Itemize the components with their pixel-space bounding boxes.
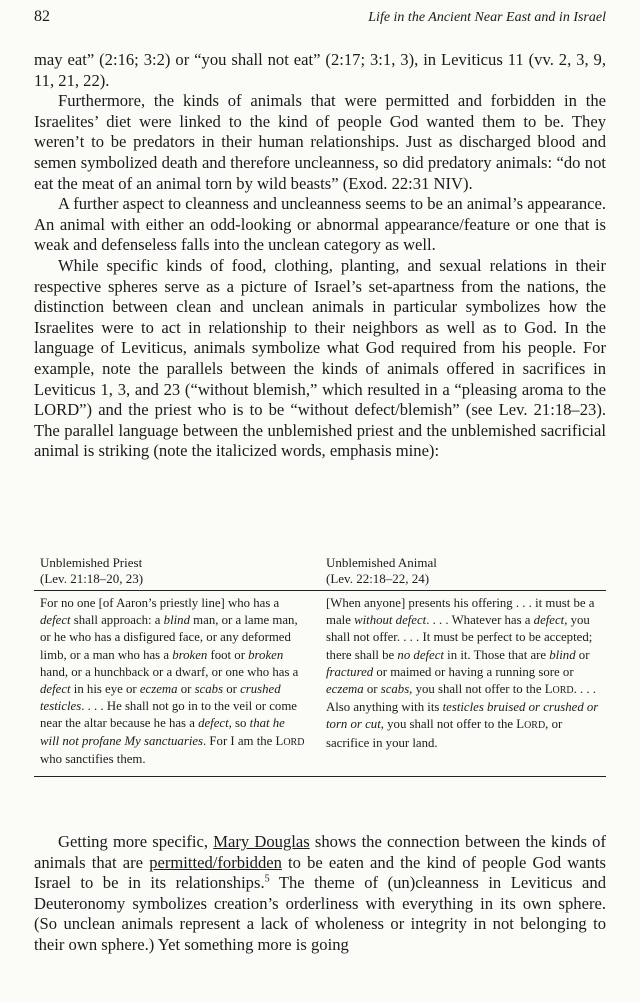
table-bottom-rule <box>34 776 606 777</box>
quote-segment: no defect <box>397 647 444 662</box>
author-name: Mary Douglas <box>213 832 310 851</box>
quote-segment: foot or <box>207 647 249 662</box>
priest-quote <box>40 595 306 768</box>
quote-segment: defect <box>40 682 71 697</box>
quote-segment: without defect <box>354 613 427 628</box>
running-head <box>34 8 606 26</box>
quote-segment: hand, or a hunchback or a dwarf, or one who has a <box>40 664 299 679</box>
quote-segment: or <box>575 647 590 662</box>
quote-segment: that he will not profane My sanctuaries <box>40 716 285 748</box>
paragraph-appearance: A further aspect to cleanness and uncleanness seems to be an animal’s appearance. An animal with either an odd-looking or abnormal appearance/feature or one that is weak and defenseless falls into the unclean category as well. <box>34 194 606 255</box>
quote-segment: , you shall not offer. . . . It must be perfect to be accepted; there shall be <box>326 613 593 662</box>
priest-heading: Unblemished Priest <box>40 555 143 570</box>
priest-reference: (Lev. 21:18–20, 23) <box>40 571 144 586</box>
quote-segment: shall approach: a <box>70 613 164 628</box>
quote-segment: For no one [of Aaron’s priestly line] who has a <box>40 596 280 610</box>
quote-segment: in his eye or <box>70 682 140 697</box>
quote-segment: . . . . He shall not go in to the veil or come near the altar because he has a <box>40 699 297 731</box>
animal-reference: (Lev. 22:18–22, 24) <box>326 571 430 586</box>
quote-segment: , you shall not offer to the L <box>409 682 553 697</box>
quote-segment: defect <box>40 613 71 628</box>
paragraph-predators: Furthermore, the kinds of animals that were permitted and forbidden in the Israelites’ diet were linked to the kind of people God wanted them to be. They weren’t to be predators in their human relationships. Just as discharged blood and semen symbolized death and therefore uncleanness, so did predatory animals: “do not eat the meat of an animal torn by wild beasts” (Exod. 22:31 NIV). <box>34 91 606 193</box>
animal-quote <box>326 595 604 752</box>
quote-segment: defect <box>533 613 565 628</box>
paragraph-mary-douglas <box>34 832 606 956</box>
priest-column-header <box>34 555 320 587</box>
quote-segment: blind <box>549 647 576 662</box>
closing-text <box>34 832 606 956</box>
animal-column-text <box>320 595 606 768</box>
quote-segment: broken <box>248 647 284 662</box>
quote-segment: , or sacrifice in your land. <box>326 717 563 750</box>
body-text <box>34 50 606 462</box>
quote-segment: or maimed or having a running sore or <box>373 664 574 679</box>
quote-segment: . . . . Whatever has a <box>426 613 534 628</box>
page-number: 82 <box>34 8 50 25</box>
paragraph-symbolism: While specific kinds of food, clothing, planting, and sexual relations in their respective spheres serve as a picture of Israel’s set-apartness from the nations, the distinction between clean and unclean animals in particular symbolizes how the Israelites were to act in relationship to their neighbors as well as to God. In the language of Leviticus, animals symbolize what God required from his people. For example, note the parallels between the kinds of animals offered in sacrifices in Leviticus 1, 3, and 23 (“without blemish,” which resulted in a “pleasing aroma to the LORD”) and the priest who is to be “without defect/blemish” (see Lev. 21:18–23). The parallel language between the unblemished priest and the unblemished sacrificial animal is striking (note the italicized words, emphasis mine): <box>34 255 606 461</box>
quote-segment: or <box>177 682 195 697</box>
animal-column-header <box>320 555 606 587</box>
quote-segment: , you shall not offer to the L <box>380 717 525 732</box>
closing-text-part: Getting more specific, <box>58 832 214 851</box>
quote-segment: crushed testicles <box>40 682 281 714</box>
quote-segment: ORD <box>524 720 546 732</box>
table-header-row <box>34 555 606 591</box>
quote-segment: man, or a lame man, or he who has a disfigured face, or any deformed limb, or a man who has a <box>40 613 298 662</box>
quote-segment: scabs <box>380 682 410 697</box>
closing-text-part: The theme of (un)cleanness in Leviticus and Deuteronomy symbolizes creation’s orderliness with everything in its own sphere. (So unclean animals represent a lack of wholeness or integrity in not belonging to their own sphere.) Yet something more is going <box>34 873 606 954</box>
quote-segment: eczema <box>139 682 178 697</box>
quote-segment: testicles bruised or crushed or torn or cut <box>326 700 599 732</box>
footnote-marker[interactable]: 5 <box>264 873 270 885</box>
running-title: Life in the Ancient Near East and in Israel <box>368 10 606 25</box>
quote-segment: in it. Those that are <box>443 647 550 662</box>
table-body-row <box>34 591 606 768</box>
closing-text-part: to be eaten and the kind of people God wants Israel to be in its relationships. <box>34 852 606 893</box>
quote-segment: [When anyone] presents his offering . . . it must be a male <box>326 596 595 628</box>
quote-segment: . . . . Also anything with its <box>326 682 596 715</box>
quote-segment: ORD <box>283 736 305 748</box>
quote-segment: , so <box>228 716 250 731</box>
animal-heading: Unblemished Animal <box>326 555 437 570</box>
quote-segment: or <box>223 682 241 697</box>
quote-segment: defect <box>198 716 229 731</box>
quote-segment: ORD <box>552 685 574 697</box>
underlined-phrase: permitted/forbidden <box>149 852 282 872</box>
quote-segment: broken <box>172 647 208 662</box>
priest-column-text <box>34 595 320 768</box>
quote-segment: scabs <box>194 682 224 697</box>
quote-segment: blind <box>163 613 190 628</box>
quote-segment: . For I am the L <box>203 733 284 748</box>
comparison-table <box>34 555 606 777</box>
quote-segment: eczema <box>326 682 364 697</box>
paragraph-continued: may eat” (2:16; 3:2) or “you shall not eat” (2:17; 3:1, 3), in Leviticus 11 (vv. 2, 3, 9, 11, 21, 22). <box>34 50 606 90</box>
closing-text-part: shows the connection between the kinds of animals that are <box>34 832 606 872</box>
quote-segment: who sanctifies them. <box>40 751 146 766</box>
quote-segment: or <box>363 682 381 697</box>
quote-segment: fractured <box>326 664 374 679</box>
